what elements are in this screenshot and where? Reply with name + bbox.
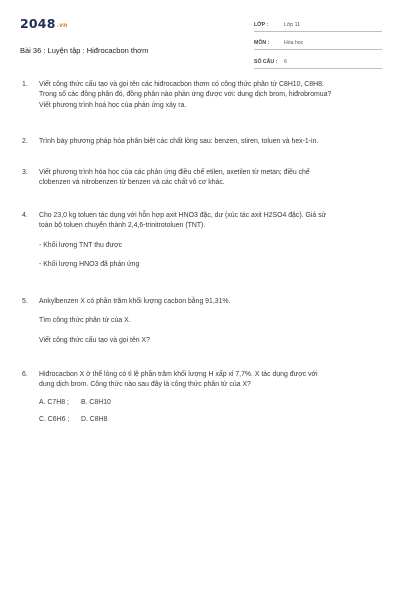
question-4 [22,211,382,271]
question-text: Trình bày phương pháp hóa phân biệt các chất lỏng sau: benzen, stiren, toluen và hex-1-in. [39,138,319,145]
question-text: Trong số các đồng phân đó, đồng phân nào phản ứng được với: dung dịch brom, hiđrobromua? [39,91,332,99]
question-text: clobenzen và nitrobenzen từ benzen và các chất vô cơ khác. [39,179,225,187]
meta-value: 6 [284,58,287,65]
question-number: 6. [22,371,28,378]
question-number: 4. [22,212,28,219]
answer-options-row [39,415,382,425]
question-number: 2. [22,138,28,145]
question-text: toàn bộ toluen chuyển thành 2,4,6-trinitrotoluen (TNT). [39,222,206,230]
meta-value: Hóa học [284,40,304,46]
question-3 [22,168,382,189]
question-text: dung dịch brom. Công thức nào sau đây là công thức phân tử của X? [39,381,251,389]
meta-label: SỐ CÂU : [254,58,278,65]
question-subitem: - Khối lượng TNT thu được [39,241,123,249]
answer-option-a[interactable]: A. C7H8 ; [39,398,69,406]
question-text: Viết phương trình hóa học của các phản ứng điều chế etilen, axetilen từ metan; điều chế [39,169,310,176]
question-number: 3. [22,169,28,176]
question-text: Viết phương trình hoá học của phản ứng xảy ra. [39,101,187,109]
logo-main: 2048 [20,16,56,31]
question-5 [22,297,382,346]
question-text: Hiđrocacbon X ở thể lỏng có tỉ lệ phần trăm khối lượng H xấp xỉ 7,7%. X tác dụng được với [39,371,318,378]
answer-option-d[interactable]: D. C8H8 [81,416,108,424]
meta-label: MÔN : [254,40,270,46]
question-text: Cho 23,0 kg toluen tác dụng với hỗn hợp axit HNO3 đặc, dư (xúc tác axit H2SO4 đặc). Giả sử [39,212,327,219]
question-number: 5. [22,298,28,305]
question-subitem: - Khối lượng HNO3 đã phản ứng [39,261,140,269]
lesson-title: Bài 36 : Luyện tập : Hiđrocacbon thơm [20,46,149,55]
question-6 [22,370,382,426]
question-text: Viết công thức cấu tạo và gọi tên các hiđrocacbon thơm có công thức phân tử C8H10, C8H8. [39,81,324,88]
question-subitem: Tìm công thức phân tử của X. [39,317,131,325]
answer-options-row [39,398,382,408]
question-text: Ankylbenzen X có phần trăm khối lượng cacbon bằng 91,31%. [39,298,231,305]
question-number: 1. [22,81,28,88]
question-2 [22,137,382,147]
meta-value: Lớp 11 [284,21,300,28]
answer-option-c[interactable]: C. C6H6 ; [39,416,70,424]
meta-label: LỚP : [254,21,269,28]
question-1 [22,80,382,111]
answer-option-b[interactable]: B. C8H10 [81,398,111,406]
logo-domain: .vn [56,22,68,29]
question-subitem: Viết công thức cấu tạo và gọi tên X? [39,336,150,344]
